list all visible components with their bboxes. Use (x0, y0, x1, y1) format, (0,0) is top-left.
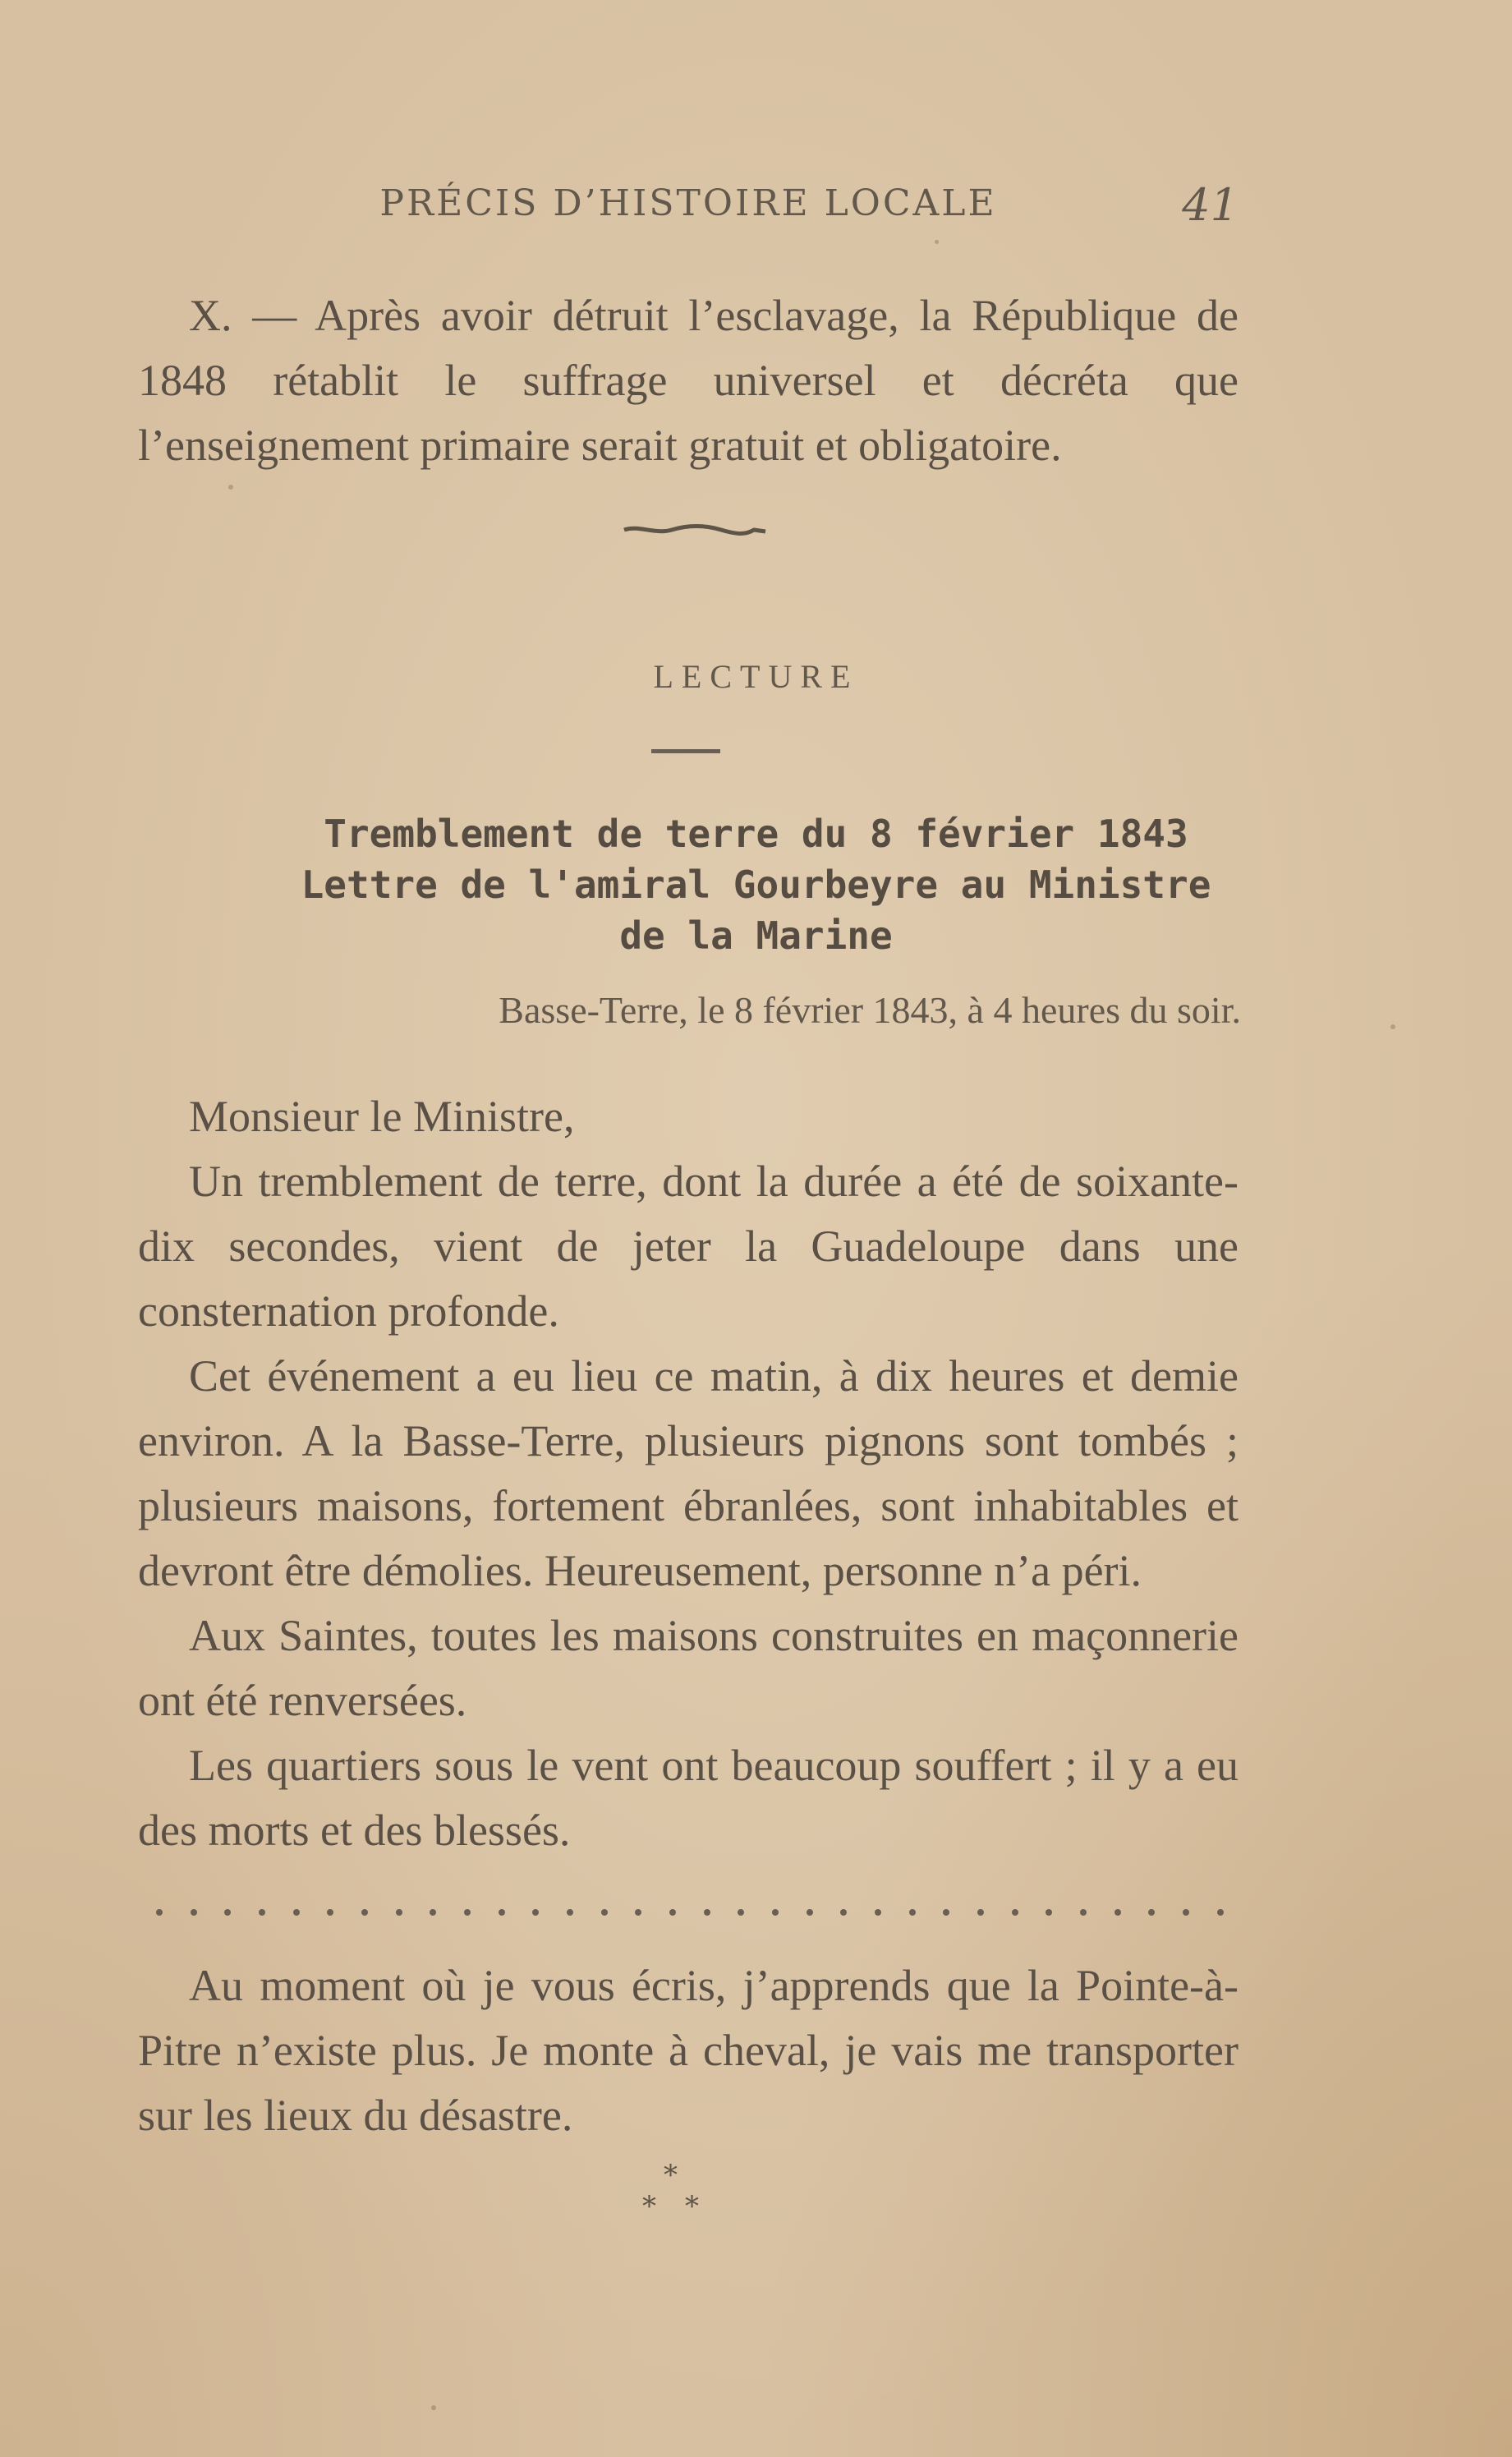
letter-paragraph: Les quartiers sous le vent ont beaucoup souffert ; il y a eu des morts et des blessés. (138, 1741, 1239, 1855)
paper-speck (935, 240, 939, 244)
paper-speck (228, 485, 233, 490)
headline-line-2: Lettre de l'amiral Gourbeyre au Ministre (301, 863, 1211, 907)
asterisk: * (642, 2190, 656, 2223)
running-title: PRÉCIS D’HISTOIRE LOCALE (379, 182, 997, 224)
letter-paragraph: Aux Saintes, toutes les maisons construites en maçonnerie ont été renversées. (138, 1611, 1239, 1725)
asterisk: * (685, 2190, 699, 2223)
asterisk: * (664, 2159, 678, 2192)
intro-block (138, 283, 1239, 478)
letter-salutation: Monsieur le Ministre, (189, 1092, 575, 1141)
paper-speck (1390, 1024, 1395, 1029)
section-title: LECTURE (653, 658, 859, 695)
intro-paragraph: X. — Après avoir détruit l’esclavage, la République de 1848 rétablit le suffrage universel et décréta que l’enseignement primaire serait gratuit et obligatoire. (138, 291, 1239, 470)
ornament-divider (623, 523, 767, 536)
letter-paragraph: Un tremblement de terre, dont la durée a été de soixante-dix secondes, vient de jeter la Guadeloupe dans une consternation profonde. (138, 1157, 1239, 1336)
letter-paragraph: Au moment où je vous écris, j’apprends que la Pointe-à-Pitre n’existe plus. Je monte à cheval, je vais me transporter sur les lieux du désastre. (138, 1961, 1239, 2140)
asterism (632, 2159, 723, 2225)
ellipsis-row (156, 1909, 1224, 1916)
letter-closing-block (138, 1953, 1239, 2148)
section-rule (651, 749, 720, 753)
running-header (138, 179, 1239, 240)
paper-speck (431, 2405, 436, 2410)
headline-line-1: Tremblement de terre du 8 février 1843 (324, 812, 1188, 856)
headline-line-3: de la Marine (619, 913, 893, 958)
page-number: 41 (1182, 179, 1239, 231)
letter-body (138, 1084, 1239, 1863)
letter-paragraph: Cet événement a eu lieu ce matin, à dix heures et demie environ. A la Basse-Terre, plusieurs pignons sont tombés ; plusieurs maisons, fortement ébranlées, sont inhabitables et devront être démolies. Heureusement, personne n’a péri. (138, 1351, 1239, 1595)
letter-dateline: Basse-Terre, le 8 février 1843, à 4 heures du soir. (499, 989, 1241, 1031)
